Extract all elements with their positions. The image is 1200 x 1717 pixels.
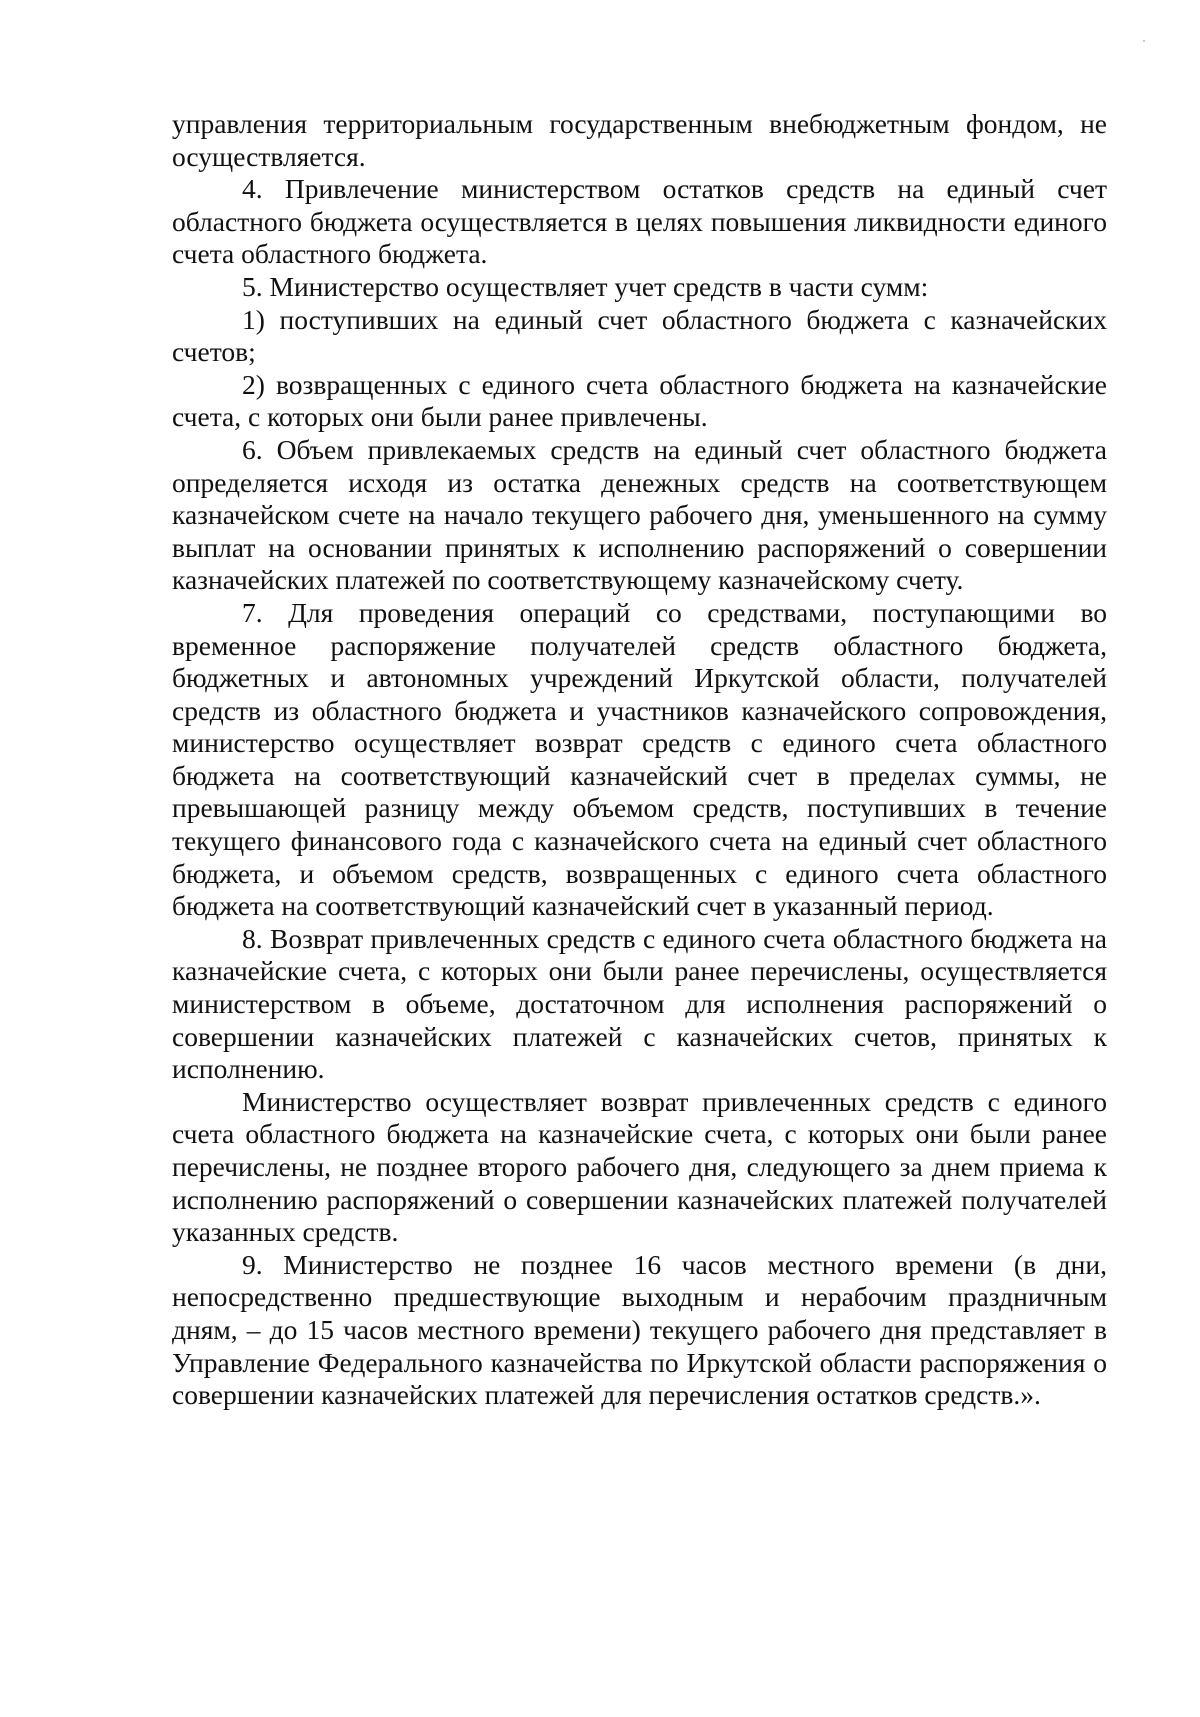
paragraph-item-6: 6. Объем привлекаемых средств на единый счет областного бюджета определяется исходя из остатка денежных средств на соответствующем казначейском счете на начало текущего рабочего дня, уменьшенного на сумму выплат на основании принятых к исполнению распоряжений о совершении казначейских платежей по соответствующему казначейскому счету. — [172, 433, 1107, 596]
document-body — [172, 108, 1107, 1412]
paragraph-continuation: управления территориальным государственным внебюджетным фондом, не осуществляется. — [172, 108, 1107, 172]
paragraph-item-4: 4. Привлечение министерством остатков средств на единый счет областного бюджета осуществляется в целях повышения ликвидности единого счета областного бюджета. — [172, 173, 1107, 270]
scan-artifact-dot — [1143, 40, 1145, 42]
paragraph-item-8: 8. Возврат привлеченных средств с единого счета областного бюджета на казначейские счета, с которых они были ранее перечислены, осуществляется министерством в объеме, достаточном для исполнения распоряжений о совершении казначейских платежей с казначейских счетов, принятых к исполнению. — [172, 922, 1107, 1085]
paragraph-item-8-continued: Министерство осуществляет возврат привлеченных средств с единого счета областного бюджета на казначейские счета, с которых они были ранее перечислены, не позднее второго рабочего дня, следующего за днем приема к исполнению распоряжений о совершении казначейских платежей получателей указанных средств. — [172, 1085, 1107, 1248]
paragraph-item-7: 7. Для проведения операций со средствами, поступающими во временное распоряжение получателей средств областного бюджета, бюджетных и автономных учреждений Иркутской области, получателей средств из областного бюджета и участников казначейского сопровождения, министерство осуществляет возврат средств с единого счета областного бюджета на соответствующий казначейский счет в пределах суммы, не превышающей разницу между объемом средств, поступивших в течение текущего финансового года с казначейского счета на единый счет областного бюджета, и объемом средств, возвращенных с единого счета областного бюджета на соответствующий казначейский счет в указанный период. — [172, 596, 1107, 922]
paragraph-item-5: 5. Министерство осуществляет учет средств в части сумм: — [242, 270, 929, 302]
paragraph-subitem-2: 2) возвращенных с единого счета областного бюджета на казначейские счета, с которых они были ранее привлечены. — [172, 368, 1107, 433]
paragraph-item-9: 9. Министерство не позднее 16 часов местного времени (в дни, непосредственно предшествующие выходным и нерабочим праздничным дням, – до 15 часов местного времени) текущего рабочего дня представляет в Управление Федерального казначейства по Иркутской области распоряжения о совершении казначейских платежей для перечисления остатков средств.». — [172, 1248, 1107, 1411]
paragraph-subitem-1: 1) поступивших на единый счет областного бюджета с казначейских счетов; — [172, 303, 1107, 368]
